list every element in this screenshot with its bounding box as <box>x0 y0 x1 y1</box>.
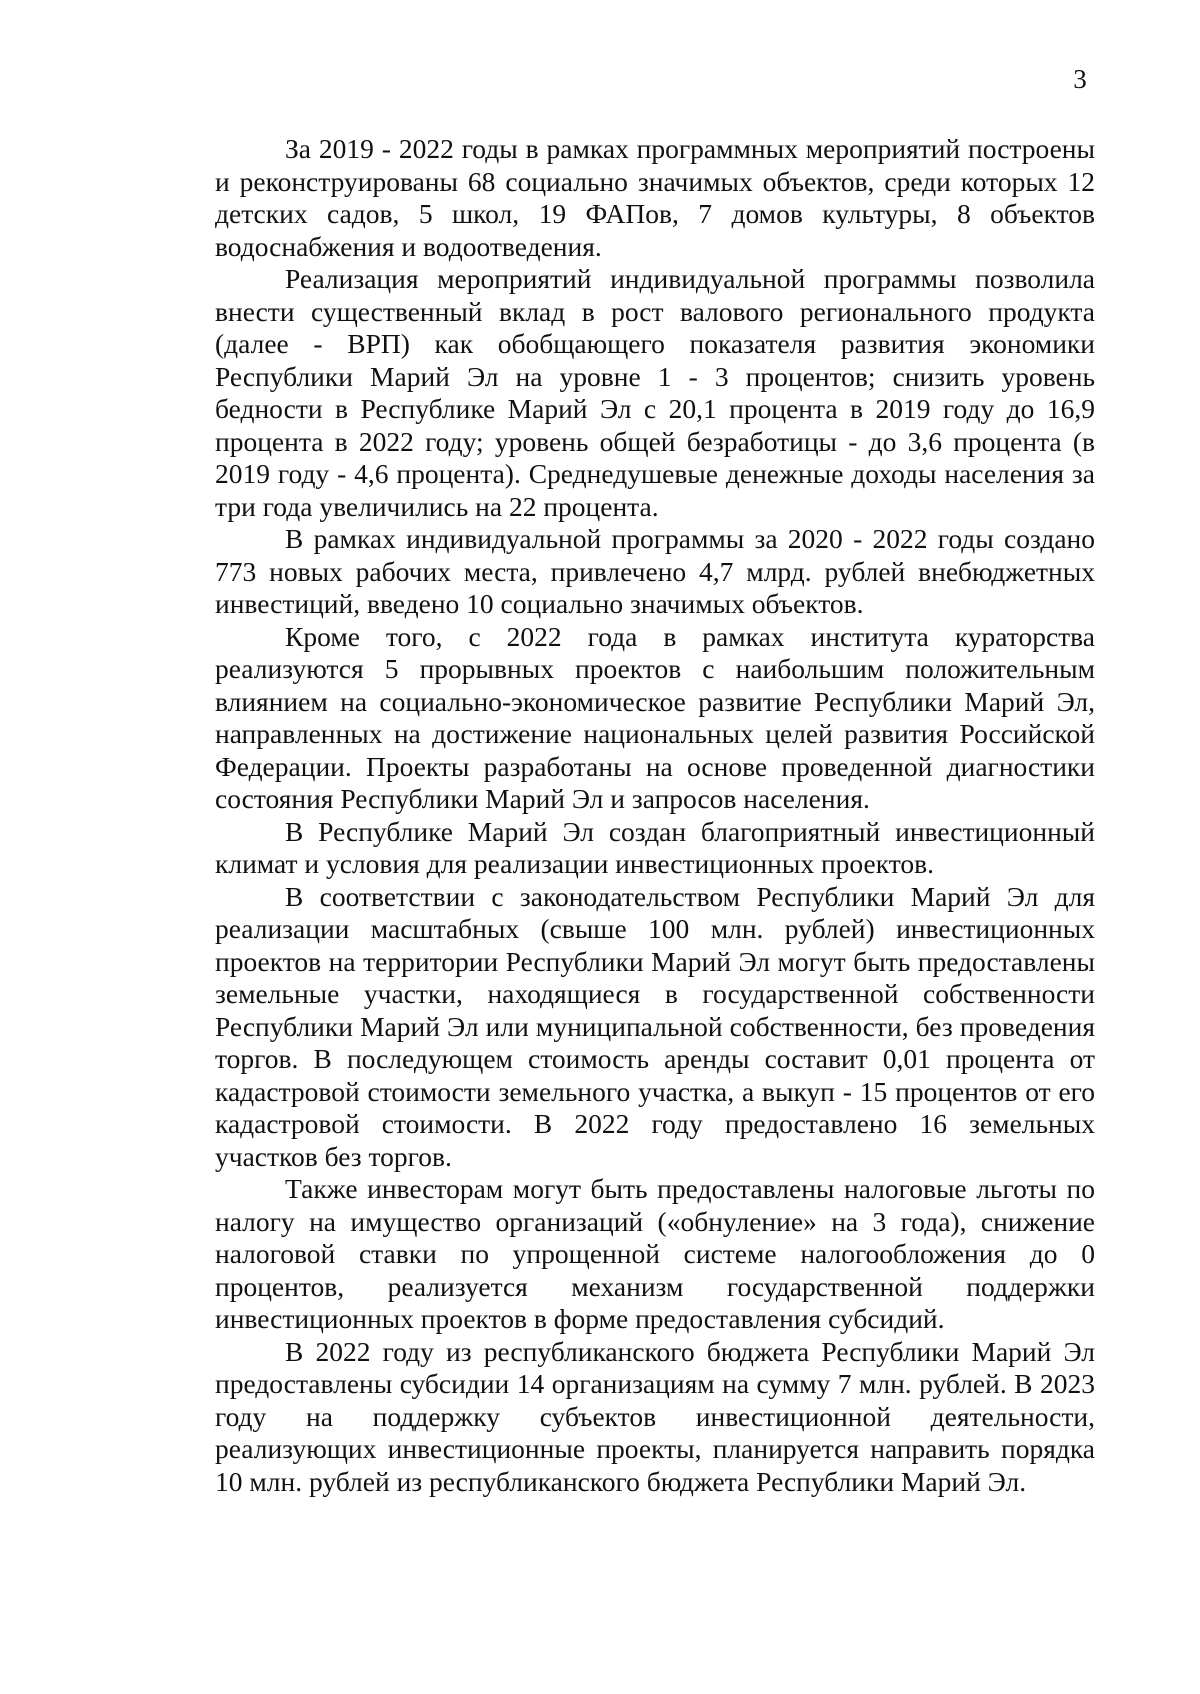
paragraph-investment-climate: В Республике Марий Эл создан благоприятный инвестиционный климат и условия для реализации инвестиционных проектов. <box>215 815 1095 879</box>
paragraph-tax-benefits: Также инвесторам могут быть предоставлены налоговые льготы по налогу на имущество организаций («обнуление» на 3 года), снижение налоговой ставки по упрощенной системе налогообложения до 0 процентов, реализуется механизм государственной поддержки инвестиционных проектов в форме предоставления субсидий. <box>215 1173 1095 1334</box>
paragraph-jobs-investments: В рамках индивидуальной программы за 2020 - 2022 годы создано 773 новых рабочих места, привлечено 4,7 млрд. рублей внебюджетных инвестиций, введено 10 социально значимых объектов. <box>215 523 1095 619</box>
paragraph-breakthrough-projects: Кроме того, с 2022 года в рамках института кураторства реализуются 5 прорывных проектов с наибольшим положительным влиянием на социально-экономическое развитие Республики Марий Эл, направленных на достижение национальных целей развития Российской Федерации. Проекты разработаны на основе проведенной диагностики состояния Республики Марий Эл и запросов населения. <box>215 620 1095 814</box>
paragraph-subsidies: В 2022 году из республиканского бюджета Республики Марий Эл предоставлены субсидии 14 организациям на сумму 7 млн. рублей. В 2023 году на поддержку субъектов инвестиционной деятельности, реализующих инвестиционные проекты, планируется направить порядка 10 млн. рублей из республиканского бюджета Республики Марий Эл. <box>215 1335 1095 1497</box>
paragraph-program-results: Реализация мероприятий индивидуальной программы позволила внести существенный вклад в рост валового регионального продукта (далее - ВРП) как обобщающего показателя развития экономики Республики Марий Эл на уровне 1 - 3 процентов; снизить уровень бедности в Республике Марий Эл с 20,1 процента в 2019 году до 16,9 процента в 2022 году; уровень общей безработицы - до 3,6 процента (в 2019 году - 4,6 процента). Среднедушевые денежные доходы населения за три года увеличились на 22 процента. <box>215 263 1095 522</box>
paragraph-objects-built: За 2019 - 2022 годы в рамках программных мероприятий построены и реконструированы 68 социально значимых объектов, среди которых 12 детских садов, 5 школ, 19 ФАПов, 7 домов культуры, 8 объектов водоснабжения и водоотведения. <box>215 133 1095 262</box>
document-body <box>215 133 1095 1498</box>
paragraph-land-plots: В соответствии с законодательством Республики Марий Эл для реализации масштабных (свыше 100 млн. рублей) инвестиционных проектов на территории Республики Марий Эл могут быть предоставлены земельные участки, находящиеся в государственной собственности Республики Марий Эл или муниципальной собственности, без проведения торгов. В последующем стоимость аренды составит 0,01 процента от кадастровой стоимости земельного участка, а выкуп - 15 процентов от его кадастровой стоимости. В 2022 году предоставлено 16 земельных участков без торгов. <box>215 880 1095 1172</box>
page-number: 3 <box>1073 64 1087 94</box>
